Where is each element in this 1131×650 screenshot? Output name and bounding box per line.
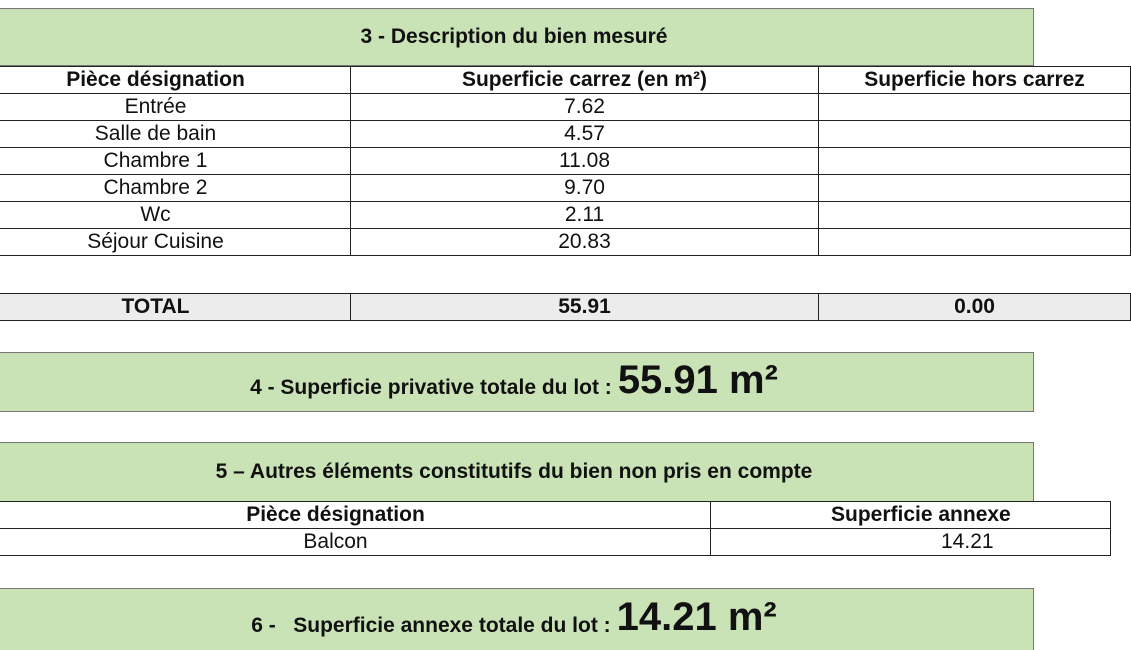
total-label: TOTAL [0, 294, 351, 321]
header-piece-designation: Pièce désignation [0, 502, 711, 529]
table-row [0, 202, 1131, 229]
room-carrez: 4.57 [351, 121, 819, 148]
header-piece-designation: Pièce désignation [0, 67, 351, 94]
total-carrez: 55.91 [351, 294, 819, 321]
section5-header-row [0, 502, 1111, 529]
table-row [0, 229, 1131, 256]
section5-table [0, 501, 1111, 556]
table-row [0, 121, 1131, 148]
room-hors [819, 94, 1131, 121]
section6-label: 6 - Superficie annexe totale du lot : [251, 613, 611, 637]
annex-name: Balcon [0, 529, 711, 556]
table-row [0, 148, 1131, 175]
room-carrez: 7.62 [351, 94, 819, 121]
section4-value: 55.91 m² [617, 357, 778, 402]
section5-title: 5 – Autres éléments constitutifs du bien non pris en compte [215, 460, 813, 483]
section3-title-band [0, 8, 1034, 66]
table-row [0, 175, 1131, 202]
header-superficie-carrez: Superficie carrez (en m²) [351, 67, 819, 94]
room-name: Wc [0, 202, 351, 229]
header-superficie-annexe: Superficie annexe [711, 502, 1111, 529]
section6-band [0, 588, 1034, 650]
total-row [0, 294, 1131, 321]
room-name: Chambre 2 [0, 175, 351, 202]
table-row [0, 529, 1111, 556]
section3-total-table [0, 293, 1131, 321]
annex-surface: 14.21 [711, 529, 1111, 556]
section3-header-row [0, 67, 1131, 94]
room-name: Salle de bain [0, 121, 351, 148]
section4-label: 4 - Superficie privative totale du lot : [250, 376, 612, 399]
section6-value: 14.21 m² [616, 595, 777, 639]
room-carrez: 2.11 [351, 202, 819, 229]
room-carrez: 9.70 [351, 175, 819, 202]
room-hors [819, 229, 1131, 256]
section3-table [0, 66, 1131, 256]
room-hors [819, 148, 1131, 175]
room-carrez: 11.08 [351, 148, 819, 175]
room-name: Chambre 1 [0, 148, 351, 175]
room-hors [819, 202, 1131, 229]
room-hors [819, 121, 1131, 148]
table-row [0, 94, 1131, 121]
section5-title-band [0, 442, 1034, 502]
room-name: Entrée [0, 94, 351, 121]
room-name: Séjour Cuisine [0, 229, 351, 256]
section4-band [0, 352, 1034, 412]
section3-title: 3 - Description du bien mesuré [360, 25, 668, 48]
header-superficie-hors-carrez: Superficie hors carrez [819, 67, 1131, 94]
total-hors: 0.00 [819, 294, 1131, 321]
room-hors [819, 175, 1131, 202]
room-carrez: 20.83 [351, 229, 819, 256]
